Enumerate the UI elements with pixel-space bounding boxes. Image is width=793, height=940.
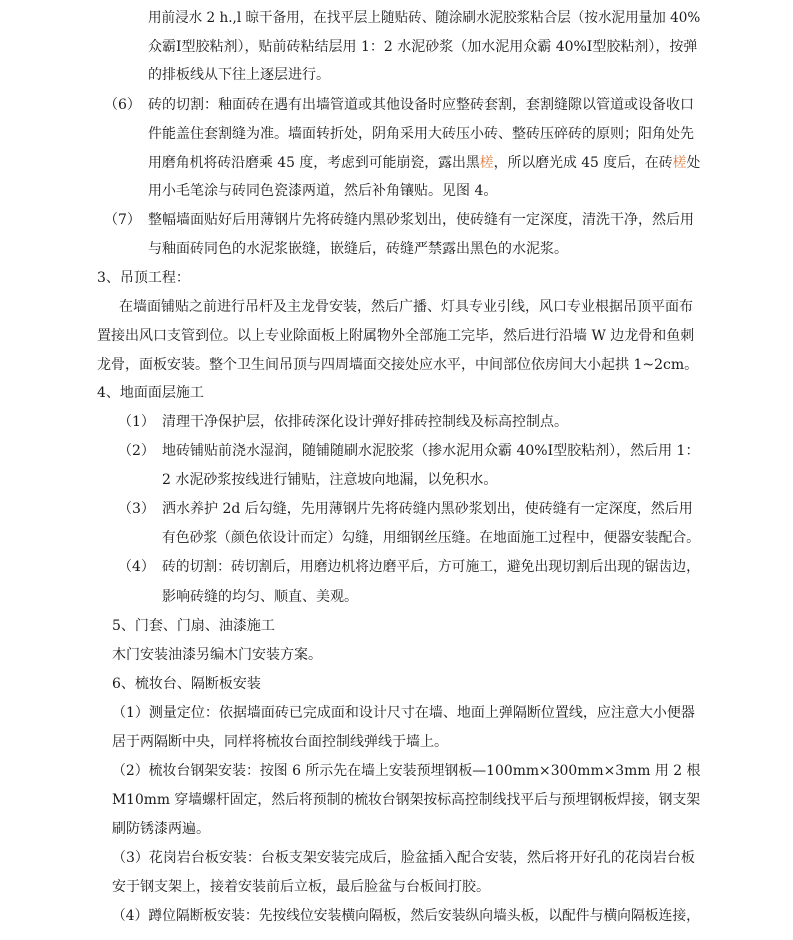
paragraph-line: 砖的切割：釉面砖在遇有出墙管道或其他设备时应整砖套割，套割缝隙以管道或设备收口 — [148, 97, 694, 113]
paragraph-line: 整幅墙面贴好后用薄钢片先将砖缝内黑砂浆划出，使砖缝有一定深度，清洗干净，然后用 — [148, 212, 694, 228]
paragraph-line: 用前浸水 2 h.,l 晾干备用，在找平层上随贴砖、随涂刷水泥胶浆粘合层（按水泥用量加 40% — [148, 10, 701, 26]
paragraph-line: 置接出风口支管到位。以上专业除面板上附属物外全部施工完毕，然后进行沿墙 W 边龙骨和鱼刺 — [97, 328, 695, 344]
paragraph-line: 木门安装油漆另编木门安装方案。 — [112, 647, 322, 663]
paragraph-line: 刷防锈漆两遍。 — [112, 821, 210, 837]
paragraph-line: （1）测量定位：依据墙面砖已完成面和设计尺寸在墙、地面上弹隔断位置线，应注意大小便器 — [112, 705, 695, 721]
list-number: （4） — [118, 559, 155, 575]
section-heading: 3、吊顶工程： — [97, 270, 190, 286]
list-number: （1） — [118, 414, 155, 430]
highlighted-char: 槎 — [479, 155, 494, 171]
text-run: ，所以磨光成 45 度后，在砖 — [493, 155, 673, 171]
paragraph-line: 众霸Ⅰ型胶粘剂），贴前砖粘结层用 1：2 水泥砂浆（加水泥用众霸 40%Ⅰ型胶粘剂），按弹 — [148, 39, 698, 55]
paragraph-line: 与釉面砖同色的水泥浆嵌缝，嵌缝后，砖缝严禁露出黑色的水泥浆。 — [148, 241, 568, 257]
list-number: （6） — [104, 97, 141, 113]
section-heading: 5、门套、门扇、油漆施工 — [112, 618, 275, 634]
paragraph-line: 影响砖缝的均匀、顺直、美观。 — [162, 589, 358, 605]
list-number: （2） — [118, 443, 155, 459]
paragraph-line: （2）梳妆台钢架安装：按图 6 所示先在墙上安装预埋钢板—100mm×300mm×3mm 用 2 根 — [112, 763, 701, 779]
paragraph-line: 地砖铺贴前浇水湿润，随铺随刷水泥胶浆（掺水泥用众霸 40%Ⅰ型胶粘剂），然后用 1： — [162, 443, 700, 459]
paragraph-line: （4）蹲位隔断板安装：先按线位安装横向隔板，然后安装纵向墙头板，以配件与横向隔板连接， — [112, 908, 700, 924]
text-run: 用磨角机将砖沿磨乘 45 度，考虑到可能崩瓷，露出黑 — [148, 155, 480, 171]
paragraph-line — [148, 156, 700, 170]
paragraph-line: 在墙面铺贴之前进行吊杆及主龙骨安装，然后广播、灯具专业引线，风口专业根据吊顶平面布 — [119, 299, 693, 315]
list-number: （3） — [118, 501, 155, 517]
paragraph-line: 洒水养护 2d 后勾缝，先用薄钢片先将砖缝内黑砂浆划出，使砖缝有一定深度，然后用 — [162, 501, 693, 517]
paragraph-line: 居于两隔断中央，同样将梳妆台面控制线弹线于墙上。 — [112, 734, 448, 750]
paragraph-line: 用小毛笔涂与砖同色瓷漆两道，然后补角镶贴。见图 4。 — [148, 183, 498, 199]
paragraph-line: 清理干净保护层，依排砖深化设计弹好排砖控制线及标高控制点。 — [162, 414, 568, 430]
paragraph-line: 件能盖住套割缝为准。墙面转折处，阴角采用大砖压小砖、整砖压碎砖的原则；阳角处先 — [148, 126, 694, 142]
list-number: （7） — [104, 212, 141, 228]
highlighted-char: 槎 — [672, 155, 687, 171]
paragraph-line: M10mm 穿墙螺杆固定，然后将预制的梳妆台钢架按标高控制线找平后与预埋钢板焊接，钢支架 — [112, 792, 701, 808]
paragraph-line: （3）花岗岩台板安装：台板支架安装完成后，脸盆插入配合安装，然后将开好孔的花岗岩台板 — [112, 850, 695, 866]
paragraph-line: 安于钢支架上，接着安装前后立板，最后脸盆与台板间打胶。 — [112, 879, 490, 895]
paragraph-line: 砖的切割：砖切割后，用磨边机将边磨平后，方可施工，避免出现切割后出现的锯齿边， — [162, 559, 700, 575]
paragraph-line: 2 水泥砂浆按线进行铺贴，注意坡向地漏，以免积水。 — [162, 472, 498, 488]
paragraph-line: 龙骨，面板安装。整个卫生间吊顶与四周墙面交接处应水平，中间部位依房间大小起拱 1~2cm。 — [97, 357, 699, 373]
paragraph-line: 有色砂浆（颜色依设计而定）勾缝，用细钢丝压缝。在地面施工过程中，便器安装配合。 — [162, 530, 700, 546]
section-heading: 6、梳妆台、隔断板安装 — [112, 676, 261, 692]
text-run: 处 — [686, 155, 701, 171]
paragraph-line: 的排板线从下往上逐层进行。 — [148, 67, 330, 83]
section-heading: 4、地面面层施工 — [97, 385, 204, 401]
